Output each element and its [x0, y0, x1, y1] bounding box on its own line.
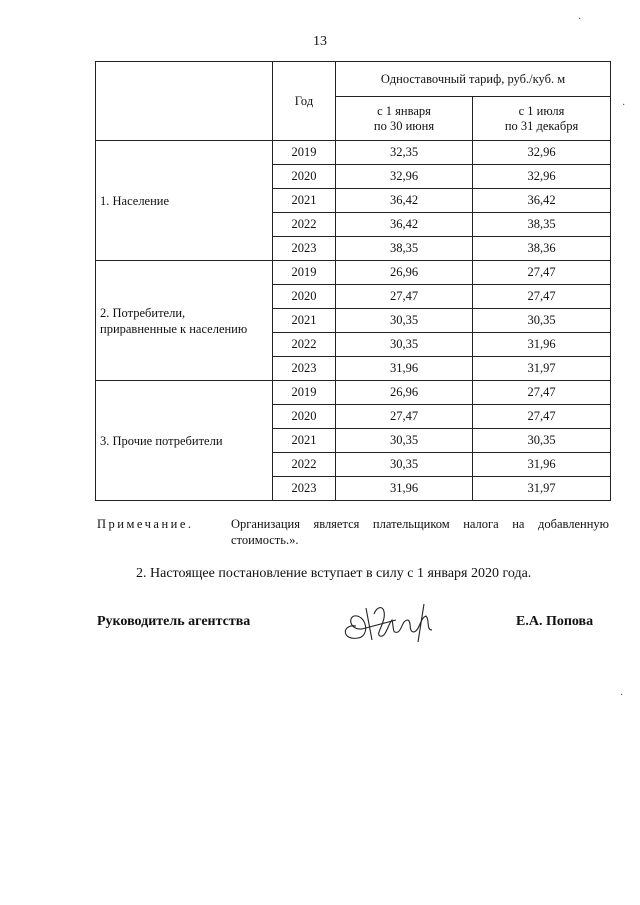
tariff-second-half-cell: 27,47 [473, 261, 611, 285]
year-cell: 2022 [273, 333, 336, 357]
tariff-first-half-cell: 36,42 [336, 189, 473, 213]
page-number: 13 [313, 34, 327, 49]
signatory-name: Е.А. Попова [516, 614, 594, 629]
note-line-1: Организация является плательщиком налога на добавленную [231, 517, 609, 531]
tariff-first-half-cell: 27,47 [336, 405, 473, 429]
tariff-first-half-cell: 30,35 [336, 429, 473, 453]
tariff-first-half-cell: 26,96 [336, 381, 473, 405]
tariff-second-half-cell: 31,97 [473, 477, 611, 501]
year-cell: 2020 [273, 285, 336, 309]
year-cell: 2021 [273, 429, 336, 453]
header-empty-cell [96, 62, 273, 141]
year-cell: 2020 [273, 165, 336, 189]
tariff-second-half-cell: 31,96 [473, 453, 611, 477]
note-text [231, 516, 609, 548]
tariff-first-half-cell: 32,96 [336, 165, 473, 189]
tariff-first-half-cell: 31,96 [336, 477, 473, 501]
tariff-first-half-cell: 26,96 [336, 261, 473, 285]
category-cell: 1. Население [96, 141, 273, 261]
year-cell: 2022 [273, 213, 336, 237]
scan-speck: · [622, 100, 626, 111]
year-cell: 2019 [273, 381, 336, 405]
tariff-second-half-cell: 27,47 [473, 381, 611, 405]
tariff-first-half-cell: 30,35 [336, 453, 473, 477]
paragraph-2: 2. Настоящее постановление вступает в силу с 1 января 2020 года. [136, 566, 532, 581]
tariff-second-half-cell: 38,36 [473, 237, 611, 261]
table-row [96, 381, 611, 405]
note-line-2: стоимость.». [231, 533, 299, 547]
table-row [96, 261, 611, 285]
tariff-second-half-cell: 31,97 [473, 357, 611, 381]
table-row [96, 141, 611, 165]
category-cell: 2. Потребители, приравненные к населению [96, 261, 273, 381]
year-cell: 2019 [273, 141, 336, 165]
year-cell: 2023 [273, 477, 336, 501]
scan-speck: · [620, 690, 624, 701]
tariff-first-half-cell: 30,35 [336, 309, 473, 333]
tariff-second-half-cell: 32,96 [473, 141, 611, 165]
handwritten-signature [336, 596, 446, 646]
year-cell: 2023 [273, 357, 336, 381]
tariff-first-half-cell: 38,35 [336, 237, 473, 261]
year-cell: 2022 [273, 453, 336, 477]
tariff-second-half-cell: 31,96 [473, 333, 611, 357]
tariff-first-half-cell: 31,96 [336, 357, 473, 381]
category-cell: 3. Прочие потребители [96, 381, 273, 501]
header-year: Год [273, 62, 336, 141]
year-cell: 2023 [273, 237, 336, 261]
tariff-second-half-cell: 30,35 [473, 309, 611, 333]
header-tariff: Одноставочный тариф, руб./куб. м [336, 62, 611, 97]
header-period-first-half: с 1 января по 30 июня [336, 97, 473, 141]
tariff-first-half-cell: 32,35 [336, 141, 473, 165]
signatory-role: Руководитель агентства [97, 614, 251, 629]
year-cell: 2019 [273, 261, 336, 285]
tariff-second-half-cell: 38,35 [473, 213, 611, 237]
tariff-second-half-cell: 32,96 [473, 165, 611, 189]
tariff-second-half-cell: 27,47 [473, 405, 611, 429]
tariff-first-half-cell: 36,42 [336, 213, 473, 237]
year-cell: 2020 [273, 405, 336, 429]
tariff-second-half-cell: 36,42 [473, 189, 611, 213]
scan-speck: · [578, 14, 582, 25]
note-label: Примечание. [97, 517, 194, 531]
tariff-first-half-cell: 27,47 [336, 285, 473, 309]
header-period-second-half: с 1 июля по 31 декабря [473, 97, 611, 141]
year-cell: 2021 [273, 189, 336, 213]
tariff-second-half-cell: 27,47 [473, 285, 611, 309]
tariff-second-half-cell: 30,35 [473, 429, 611, 453]
tariff-first-half-cell: 30,35 [336, 333, 473, 357]
tariff-table [95, 61, 611, 501]
year-cell: 2021 [273, 309, 336, 333]
